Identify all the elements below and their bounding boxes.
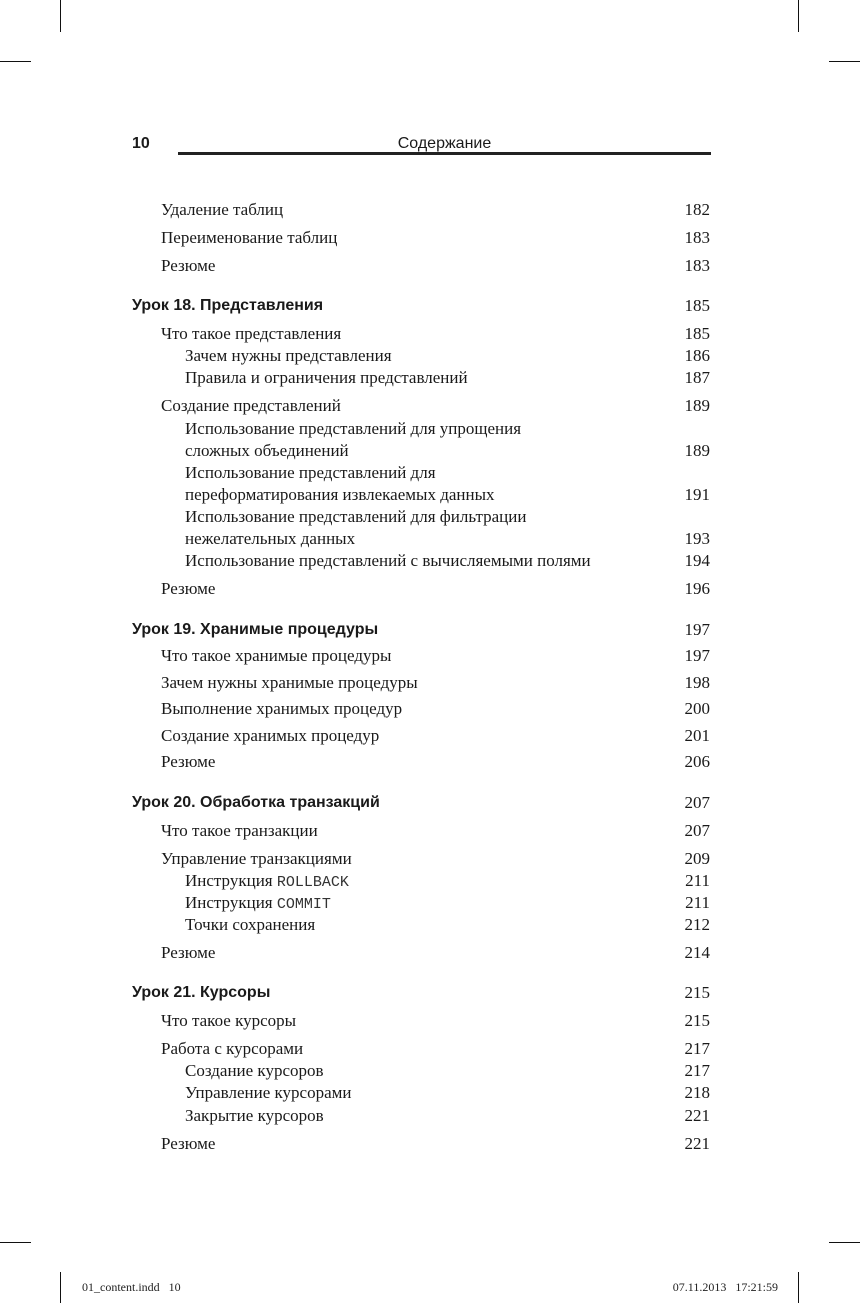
toc-entry-title: [161, 323, 341, 345]
toc-entry[interactable]: [0, 550, 860, 572]
toc-entry-page-number: 185: [684, 296, 710, 315]
toc-entry[interactable]: [0, 892, 860, 914]
toc-entry-text: Создание хранимых процедур: [161, 726, 380, 745]
crop-mark-top-left-horizontal: [0, 61, 31, 62]
toc-entry-title: [185, 440, 349, 462]
toc-entry-page-number: 196: [684, 579, 710, 598]
toc-entry-text: Переименование таблиц: [161, 228, 338, 247]
toc-entry-text: Использование представлений с вычисляемыми полями: [185, 551, 591, 570]
toc-entry-page-number: 189: [684, 441, 710, 460]
toc-entry[interactable]: [0, 418, 860, 440]
toc-entry-text: Резюме: [161, 579, 216, 598]
toc-entry-title: [185, 1060, 324, 1082]
toc-chapter-entry[interactable]: [0, 792, 860, 814]
toc-entry-page-number: 221: [684, 1106, 710, 1125]
toc-entry-text: Урок 21. Курсоры: [132, 984, 271, 1001]
toc-entry-title: [161, 820, 318, 842]
toc-entry[interactable]: [0, 1060, 860, 1082]
toc-entry-text: Создание представлений: [161, 396, 341, 415]
toc-entry-title: [132, 295, 323, 317]
toc-entry-title: [161, 578, 215, 600]
toc-entry-page-number: 212: [684, 915, 710, 934]
slug-timestamp: 07.11.2013 17:21:59: [672, 1280, 778, 1294]
toc-entry-text: Правила и ограничения представлений: [185, 368, 468, 387]
toc-entry[interactable]: [0, 462, 860, 484]
toc-entry-code: COMMIT: [276, 896, 331, 913]
toc-entry-page-number: 183: [684, 256, 710, 275]
toc-entry-page-number: 187: [684, 368, 710, 387]
toc-entry-page-number: 207: [684, 821, 710, 840]
toc-entry-page-number: 198: [684, 673, 710, 692]
toc-entry-page-number: 194: [684, 551, 710, 570]
toc-entry-text: Удаление таблиц: [161, 200, 284, 219]
toc-entry[interactable]: [0, 1082, 860, 1104]
toc-entry-title: [185, 870, 349, 894]
toc-entry-title: [185, 418, 521, 440]
toc-entry-title: [185, 1082, 351, 1104]
toc-entry-title: [185, 462, 436, 484]
toc-entry-title: [161, 942, 215, 964]
toc-entry-title: [161, 1038, 303, 1060]
running-head-rule: [178, 152, 711, 155]
toc-entry[interactable]: [0, 1133, 860, 1155]
toc-entry-text: Инструкция: [185, 893, 277, 912]
toc-entry-page-number: 191: [684, 485, 710, 504]
toc-entry-page-number: 206: [684, 752, 710, 771]
toc-entry-code: ROLLBACK: [276, 874, 349, 891]
toc-entry[interactable]: [0, 698, 860, 720]
toc-entry-text: Что такое хранимые процедуры: [161, 646, 392, 665]
toc-entry-text: Использование представлений для: [185, 463, 436, 482]
toc-entry-title: [161, 725, 379, 747]
crop-mark-bottom-right-horizontal: [829, 1242, 860, 1243]
toc-entry[interactable]: [0, 1010, 860, 1032]
toc-entry-text: Управление транзакциями: [161, 849, 352, 868]
toc-entry-page-number: 215: [684, 1011, 710, 1030]
toc-entry[interactable]: [0, 227, 860, 249]
toc-entry[interactable]: [0, 645, 860, 667]
toc-entry-title: [161, 395, 341, 417]
toc-entry-text: Выполнение хранимых процедур: [161, 699, 403, 718]
toc-entry-page-number: 197: [684, 646, 710, 665]
toc-entry[interactable]: [0, 870, 860, 892]
toc-entry-page-number: 201: [684, 726, 710, 745]
toc-entry-page-number: 186: [684, 346, 710, 365]
toc-entry-text: сложных объединений: [185, 441, 349, 460]
toc-chapter-entry[interactable]: [0, 619, 860, 641]
toc-entry-page-number: 214: [684, 943, 710, 962]
toc-entry-text: Резюме: [161, 943, 216, 962]
toc-entry-page-number: 197: [684, 620, 710, 639]
toc-entry-title: [185, 484, 495, 506]
toc-entry[interactable]: [0, 345, 860, 367]
toc-entry-text: Работа с курсорами: [161, 1039, 304, 1058]
toc-entry-title: [185, 1105, 324, 1127]
page-number: 10: [132, 135, 150, 152]
toc-entry-page-number: 218: [684, 1083, 710, 1102]
toc-entry-text: переформатирования извлекаемых данных: [185, 485, 495, 504]
toc-entry-title: [161, 255, 215, 277]
toc-entry[interactable]: [0, 942, 860, 964]
toc-entry-title: [185, 345, 392, 367]
toc-entry-page-number: 215: [684, 983, 710, 1002]
toc-entry-text: Что такое представления: [161, 324, 342, 343]
toc-entry-page-number: 185: [684, 324, 710, 343]
toc-entry-text: Управление курсорами: [185, 1083, 352, 1102]
toc-entry-title: [161, 227, 337, 249]
crop-mark-bottom-right-vertical: [798, 1272, 799, 1303]
toc-entry-text: Урок 18. Представления: [132, 297, 324, 314]
toc-entry-title: [161, 672, 418, 694]
toc-entry-title: [185, 892, 331, 916]
toc-entry-title: [161, 1010, 296, 1032]
toc-entry-title: [161, 751, 215, 773]
toc-entry-title: [161, 1133, 215, 1155]
toc-entry-text: Инструкция: [185, 871, 277, 890]
toc-entry-text: Что такое транзакции: [161, 821, 318, 840]
toc-entry-title: [161, 645, 391, 667]
toc-entry-title: [132, 792, 380, 814]
toc-entry-text: Создание курсоров: [185, 1061, 324, 1080]
toc-entry-page-number: 211: [685, 871, 710, 890]
toc-entry-text: Закрытие курсоров: [185, 1106, 324, 1125]
crop-mark-top-right-horizontal: [829, 61, 860, 62]
toc-entry-text: Урок 20. Обработка транзакций: [132, 794, 380, 811]
crop-mark-top-right-vertical: [798, 0, 799, 32]
toc-entry[interactable]: [0, 672, 860, 694]
toc-entry-page-number: 211: [685, 893, 710, 912]
toc-entry-text: нежелательных данных: [185, 529, 356, 548]
toc-entry-text: Резюме: [161, 1134, 216, 1153]
toc-entry-page-number: 182: [684, 200, 710, 219]
toc-entry-page-number: 217: [684, 1039, 710, 1058]
running-head-title: Содержание: [397, 135, 492, 152]
crop-mark-bottom-left-horizontal: [0, 1242, 31, 1243]
toc-entry-text: Зачем нужны представления: [185, 346, 392, 365]
toc-entry-title: [161, 199, 283, 221]
toc-entry-text: Использование представлений для фильтрации: [185, 507, 527, 526]
toc-entry[interactable]: [0, 484, 860, 506]
toc-chapter-entry[interactable]: [0, 295, 860, 317]
toc-entry-title: [132, 619, 378, 641]
toc-entry-text: Что такое курсоры: [161, 1011, 297, 1030]
toc-entry-title: [185, 914, 315, 936]
toc-entry[interactable]: [0, 914, 860, 936]
toc-entry-text: Использование представлений для упрощения: [185, 419, 522, 438]
toc-entry[interactable]: [0, 528, 860, 550]
toc-entry-title: [161, 848, 352, 870]
toc-entry-title: [185, 367, 468, 389]
toc-entry[interactable]: [0, 367, 860, 389]
toc-entry-page-number: 189: [684, 396, 710, 415]
toc-entry-page-number: 209: [684, 849, 710, 868]
toc-chapter-entry[interactable]: [0, 982, 860, 1004]
toc-entry[interactable]: [0, 578, 860, 600]
toc-entry-page-number: 183: [684, 228, 710, 247]
toc-entry-title: [132, 982, 270, 1004]
toc-entry-title: [185, 528, 355, 550]
toc-entry[interactable]: [0, 506, 860, 528]
toc-entry[interactable]: [0, 725, 860, 747]
toc-entry[interactable]: [0, 323, 860, 345]
toc-entry[interactable]: [0, 1038, 860, 1060]
toc-entry-page-number: 200: [684, 699, 710, 718]
toc-entry-text: Резюме: [161, 256, 216, 275]
toc-entry[interactable]: [0, 440, 860, 462]
toc-entry[interactable]: [0, 848, 860, 870]
toc-entry-page-number: 221: [684, 1134, 710, 1153]
toc-entry[interactable]: [0, 751, 860, 773]
toc-entry-page-number: 217: [684, 1061, 710, 1080]
crop-mark-bottom-left-vertical: [60, 1272, 61, 1303]
toc-entry-text: Точки сохранения: [185, 915, 316, 934]
toc-entry-title: [185, 550, 591, 572]
toc-entry[interactable]: [0, 1105, 860, 1127]
crop-mark-top-left-vertical: [60, 0, 61, 32]
toc-entry-title: [185, 506, 526, 528]
toc-entry[interactable]: [0, 255, 860, 277]
toc-entry-page-number: 193: [684, 529, 710, 548]
toc-entry[interactable]: [0, 820, 860, 842]
toc-entry[interactable]: [0, 199, 860, 221]
slug-filename: 01_content.indd 10: [82, 1280, 181, 1294]
toc-entry-page-number: 207: [684, 793, 710, 812]
toc-entry-text: Зачем нужны хранимые процедуры: [161, 673, 418, 692]
toc-entry-title: [161, 698, 402, 720]
toc-entry-text: Резюме: [161, 752, 216, 771]
toc-entry-text: Урок 19. Хранимые процедуры: [132, 621, 379, 638]
toc-entry[interactable]: [0, 395, 860, 417]
